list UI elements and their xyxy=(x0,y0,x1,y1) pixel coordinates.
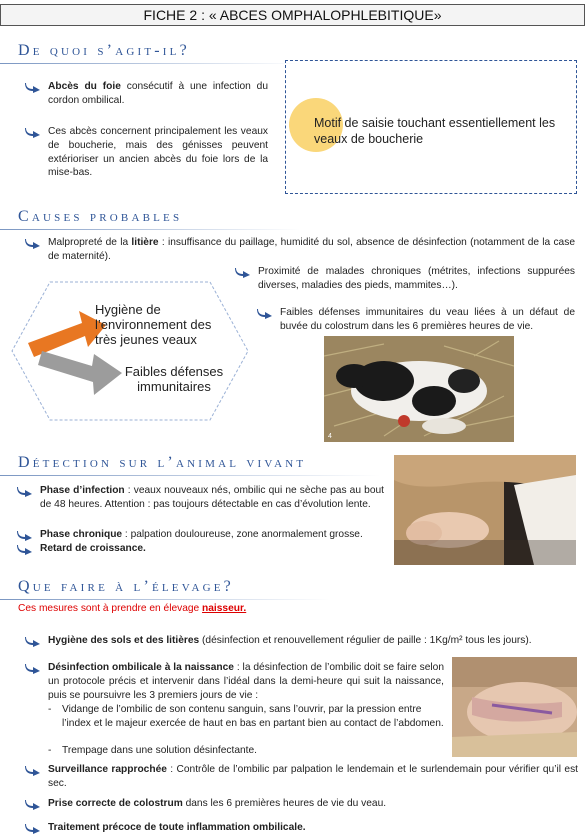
causes-bullet-2 xyxy=(232,265,575,293)
bullet-text: : palpation douloureuse, zone anormalement grosse. xyxy=(122,529,363,540)
section-divider xyxy=(0,229,300,230)
bold-term: litière xyxy=(131,237,159,248)
grey-arrow-shape xyxy=(38,351,122,395)
calf-photo xyxy=(324,336,514,442)
mesures-text: Ces mesures sont à prendre en élevage xyxy=(18,603,203,614)
bold-term: Surveillance rapprochée xyxy=(48,764,167,775)
bold-term: Prise correcte de colostrum xyxy=(48,798,183,809)
bullet-text: consécutif à une infection du cordon ombilical. xyxy=(48,81,269,106)
arrow-bullet-icon xyxy=(16,485,34,497)
quefaire-bullet-5 xyxy=(22,821,578,835)
bold-term: Hygiène des sols et des litières xyxy=(48,635,200,646)
arrow-bullet-icon xyxy=(24,237,42,249)
quefaire-sub-item-2 xyxy=(48,744,444,758)
arrow-bullet-icon xyxy=(24,822,42,834)
section-heading-quefaire: Que faire à l’élevage? xyxy=(18,578,234,595)
section-divider xyxy=(0,63,300,64)
dash-marker: - xyxy=(48,745,52,756)
arrow-bullet-icon xyxy=(24,662,42,674)
bold-term: Phase chronique xyxy=(40,529,123,540)
mesures-note xyxy=(18,602,246,616)
page-title: FICHE 2 : « ABCES OMPHALOPHLEBITIQUE» xyxy=(0,4,585,26)
quefaire-sub-item-1 xyxy=(48,703,444,731)
bold-term: Abcès du foie xyxy=(48,81,121,92)
arrow-bullet-icon xyxy=(256,307,274,319)
quoi-bullet-1 xyxy=(22,80,268,108)
detection-bullet-3 xyxy=(14,542,384,556)
photo-number: 4 xyxy=(328,433,332,440)
mesures-emphasis: naisseur. xyxy=(202,603,247,614)
hexagon-label-hygiene: Hygiène de l’environnement des très jeunes veaux xyxy=(95,302,212,347)
detection-bullet-2 xyxy=(14,528,384,542)
bold-term: Phase d’infection xyxy=(40,485,125,496)
hexagon-label-defenses: Faibles défenses immunitaires xyxy=(124,364,224,394)
section-heading-quoi: De quoi s’agit-il? xyxy=(18,42,190,59)
section-divider xyxy=(0,475,380,476)
bullet-text: dans les 6 premières heures de vie du veau. xyxy=(182,798,387,809)
palpation-photo xyxy=(394,455,576,565)
bullet-text: : veaux nouveaux nés, ombilic qui ne sèche pas au bout de 48 heures. Attention : pas toujours détectable en cas d’évolution lente. xyxy=(40,485,384,510)
section-divider xyxy=(0,599,330,600)
bullet-text: Malpropreté de la xyxy=(48,237,132,248)
bullet-text: : Contrôle de l’ombilic par palpation le lendemain et le surlendemain pour vérifier qu’il est sec. xyxy=(48,764,578,789)
causes-bullet-3 xyxy=(254,306,575,334)
quefaire-bullet-4 xyxy=(22,797,578,811)
section-heading-causes: Causes probables xyxy=(18,208,183,225)
causes-bullet-1 xyxy=(22,236,575,264)
bullet-text: : la désinfection de l’ombilic doit se faire selon un protocole précis et intervenir dans l’idéal dans la demi-heure qui suit la naissance, puis se poursuivre les 3 premiers jours de vie : xyxy=(48,662,444,701)
quefaire-bullet-3 xyxy=(22,763,578,791)
bold-term: Traitement précoce de toute inflammation ombilicale. xyxy=(48,822,306,833)
bullet-text: Proximité de malades chroniques (métrites, infections suppurées diverses, maladies des pieds, mammites…). xyxy=(258,266,575,291)
disinfection-photo xyxy=(452,657,577,757)
bullet-text: Ces abcès concernent principalement les veaux de boucherie, mais des génisses peuvent extérioriser un ancien abcès du foie lors de la mise-bas. xyxy=(48,126,268,179)
bold-term: Désinfection ombilicale à la naissance xyxy=(48,662,234,673)
arrow-bullet-icon xyxy=(24,126,42,138)
bullet-text: (désinfection et renouvellement régulier de paille : 1Kg/m² tous les jours). xyxy=(199,635,532,646)
bullet-text: : insuffisance du paillage, humidité du sol, absence de désinfection (notamment de la case de maternité). xyxy=(48,237,575,262)
bold-term: Retard de croissance. xyxy=(40,543,146,554)
section-heading-detection: Détection sur l’animal vivant xyxy=(18,454,307,471)
quefaire-bullet-1 xyxy=(22,634,578,648)
sub-item-text: Vidange de l’ombilic de son contenu sanguin, sans l’ouvrir, par la pression entre l’index et le majeur exercée de haut en bas en partant bien au contact de l’abdomen. xyxy=(62,704,444,729)
arrow-bullet-icon xyxy=(24,635,42,647)
detection-bullet-1 xyxy=(14,484,384,512)
bullet-text: Faibles défenses immunitaires du veau liées à un défaut de buvée du colostrum dans les 6 premières heures de vie. xyxy=(280,307,575,332)
sub-item-text: Trempage dans une solution désinfectante. xyxy=(62,745,258,756)
quoi-bullet-2 xyxy=(22,125,268,180)
arrow-bullet-icon xyxy=(24,764,42,776)
arrow-bullet-icon xyxy=(16,543,34,555)
quefaire-bullet-2 xyxy=(22,661,444,702)
arrow-bullet-icon xyxy=(24,798,42,810)
dash-marker: - xyxy=(48,704,52,715)
motif-text: Motif de saisie touchant essentiellement les veaux de boucherie xyxy=(314,116,556,147)
arrow-bullet-icon xyxy=(24,81,42,93)
arrow-bullet-icon xyxy=(16,529,34,541)
arrow-bullet-icon xyxy=(234,266,252,278)
